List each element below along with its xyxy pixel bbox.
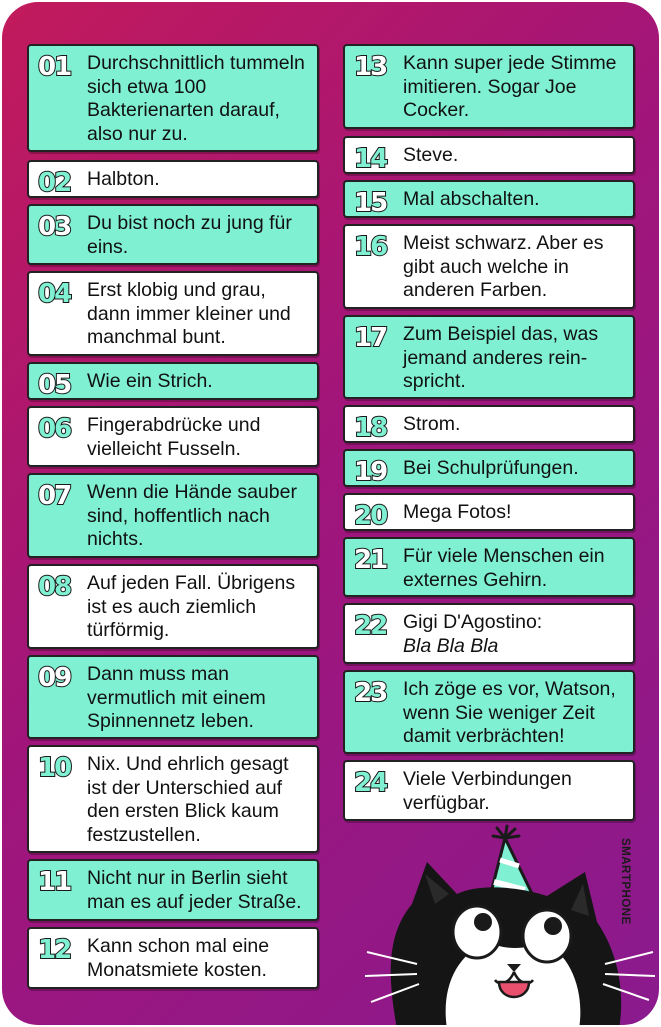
answer-number: 15 [354,188,387,218]
answer-text: Kann schon mal eine Monatsmiete kosten. [87,935,270,981]
answer-item-22 [343,603,635,664]
answer-text: Mega Fotos! [403,501,512,523]
answer-number: 20 [354,501,387,531]
answer-item-12 [27,927,319,989]
answer-text: Steve. [403,144,459,166]
answer-number: 14 [354,144,387,174]
answer-item-06 [27,406,319,467]
answer-text: Du bist noch zu jung für eins. [87,212,292,258]
answer-item-10 [27,745,319,853]
answer-number: 08 [38,572,71,602]
answer-text: Strom. [403,413,461,435]
answer-number: 11 [38,867,71,897]
answer-item-20 [343,493,635,531]
answer-text: Auf jeden Fall. Übrigens ist es auch ziemlich türförmig. [87,572,296,641]
cat-with-party-hat-icon [357,824,657,1025]
answer-text-line: Gigi D'Agostino: [403,611,543,633]
answer-text: Kann super jede Stimme imitieren. Sogar Joe Cocker. [403,52,617,121]
answer-number: 05 [38,370,71,400]
answer-item-19 [343,449,635,487]
answer-item-05 [27,362,319,400]
answer-number: 10 [38,753,71,783]
answer-text: Dann muss man vermutlich mit einem Spinnennetz leben. [87,663,266,732]
answer-item-13 [343,44,635,129]
answer-number: 12 [38,935,71,965]
answer-number: 21 [354,545,387,575]
answer-text: Nix. Und ehrlich gesagt ist der Unterschied auf den ersten Blick kaum festzustellen. [87,753,289,846]
answer-item-04 [27,271,319,356]
answer-item-15 [343,180,635,218]
answer-text: Viele Verbindungen verfügbar. [403,768,572,814]
answer-number: 22 [354,611,387,641]
answer-number: 04 [38,279,71,309]
answer-item-09 [27,655,319,739]
answer-text: Fingerabdrücke und vielleicht Fusseln. [87,414,261,460]
answer-text: Halbton. [87,168,160,190]
answer-item-11 [27,859,319,921]
answer-number: 03 [38,212,71,242]
answer-item-23 [343,670,635,754]
answer-subtext: Bla Bla Bla [403,634,499,657]
answer-item-18 [343,405,635,443]
answer-item-17 [343,315,635,399]
answer-item-21 [343,537,635,597]
answer-item-03 [27,204,319,265]
answer-number: 18 [354,413,387,443]
answer-text: Nicht nur in Berlin sieht man es auf jeder Straße. [87,867,302,913]
answer-number: 24 [354,768,387,798]
answer-number: 06 [38,414,71,444]
answer-number: 01 [38,52,71,82]
answer-item-02 [27,160,319,198]
answer-item-16 [343,224,635,309]
answer-item-01 [27,44,319,152]
answer-text: Zum Beispiel das, was jemand anderes rein-spricht. [403,323,599,392]
answer-number: 23 [354,678,387,708]
answer-number: 02 [38,168,71,198]
answer-number: 17 [354,323,387,353]
answer-number: 13 [354,52,387,82]
answer-item-08 [27,564,319,649]
answer-text: Ich zöge es vor, Watson, wenn Sie weniger Zeit damit verbrächten! [403,678,616,747]
answer-text [403,611,627,658]
answer-number: 19 [354,457,387,487]
quiz-answer-card [2,2,659,1025]
category-label: SMARTPHONE [619,838,631,925]
answer-text: Durchschnittlich tummeln sich etwa 100 Bakterienarten darauf, also nur zu. [87,52,305,145]
answer-item-07 [27,473,319,558]
answer-number: 09 [38,663,71,693]
answer-text: Wie ein Strich. [87,370,213,392]
answer-number: 07 [38,481,71,511]
answer-item-24 [343,760,635,821]
answer-text: Für viele Menschen ein externes Gehirn. [403,545,605,591]
answer-number: 16 [354,232,387,262]
answer-item-14 [343,136,635,174]
answer-text: Meist schwarz. Aber es gibt auch welche in anderen Farben. [403,232,604,301]
answer-text: Bei Schulprüfungen. [403,457,579,479]
answer-text: Erst klobig und grau, dann immer kleiner und manchmal bunt. [87,279,291,348]
answer-text: Wenn die Hände sauber sind, hoffentlich nach nichts. [87,481,297,550]
answer-text: Mal abschalten. [403,188,540,210]
